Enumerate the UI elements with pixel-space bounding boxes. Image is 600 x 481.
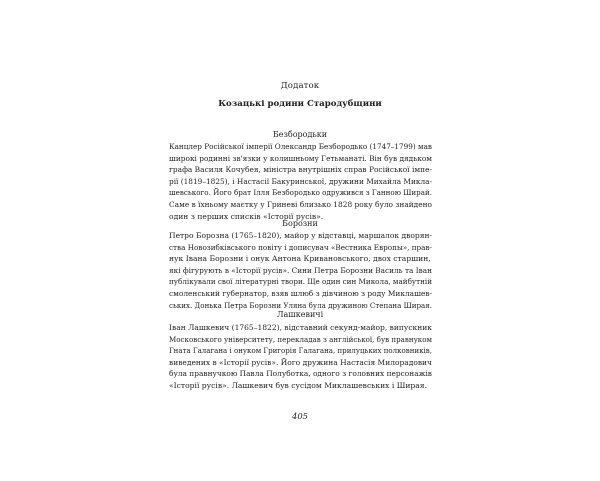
text-line: широкі родинні зв'язки у колишньому Гетьманаті. Він був дядьком [169,153,432,163]
text-line: була правнучкою Павла Полуботка, одного з головних персонажів [169,369,432,379]
text-line: один з перших списків «Історії русів». [169,211,324,221]
text-line: графа Василя Кочубея, міністра внутрішніх справ Російської імпе- [169,165,433,175]
page-number: 405 [292,411,308,421]
text-line: Саме в їхньому маєтку у Гриневі близько 1828 року було знайдено [169,199,432,209]
section-body-bezborodky [169,141,600,222]
page-title: Козацькі родини Стародубщини [218,99,382,109]
text-line: «Історії русів». Лашкевич був сусідом Миклашевських і Ширая. [169,380,428,390]
text-line: виведених в «Історії русів». Його дружина Настасія Милорадович [169,357,432,367]
text-line: Гната Галагана і онуком Григорія Галагана, прилуцьких полковників, [169,346,432,356]
text-line: смоленський губернатор, взяв шлюб з дівчиною з роду Миклашев- [169,288,433,298]
section-body-borozny [169,230,600,311]
text-line: Московського університету, перекладав з англійської, був правнуком [169,334,433,344]
text-line: які фігурують в «Історії русів». Сини Петра Борозни Василь та Іван [169,265,432,275]
text-line: рії (1819–1825), і Настасії Бакуринської, дружини Михайла Микла- [169,176,433,186]
text-line: Іван Лашкевич (1765–1822), відставний секунд-майор, випускник [169,323,432,332]
section-body-lashkevychi [169,322,600,392]
text-line: Канцлер Російської імперії Олександр Безбородько (1747–1799) мав [169,142,433,151]
text-line: ських. Донька Петра Борозни Уляна була дружиною Степана Ширая. [169,300,432,310]
text-line: шевського. Його брат Ілля Безбородько одружився з Ганною Ширай. [169,188,433,198]
section-heading-lashkevychi: Лашкевичі [276,310,324,319]
text-line: ства Новозибківського повіту і дописувач «Вестника Европы», прав- [169,242,432,252]
text-line: публікували свої літературні твори. Ще один син Микола, майбутній [169,277,432,287]
section-heading-bezborodky: Безбородьки [272,130,328,139]
text-line: нук Івана Борозни і онук Антона Кривановського, двох старшин, [169,254,431,264]
section-heading-borozny: Борозни [282,219,318,228]
appendix-label: Додаток [280,81,320,91]
text-line: Петро Борозна (1765–1820), майор у відставці, маршалок дворян- [169,231,433,240]
